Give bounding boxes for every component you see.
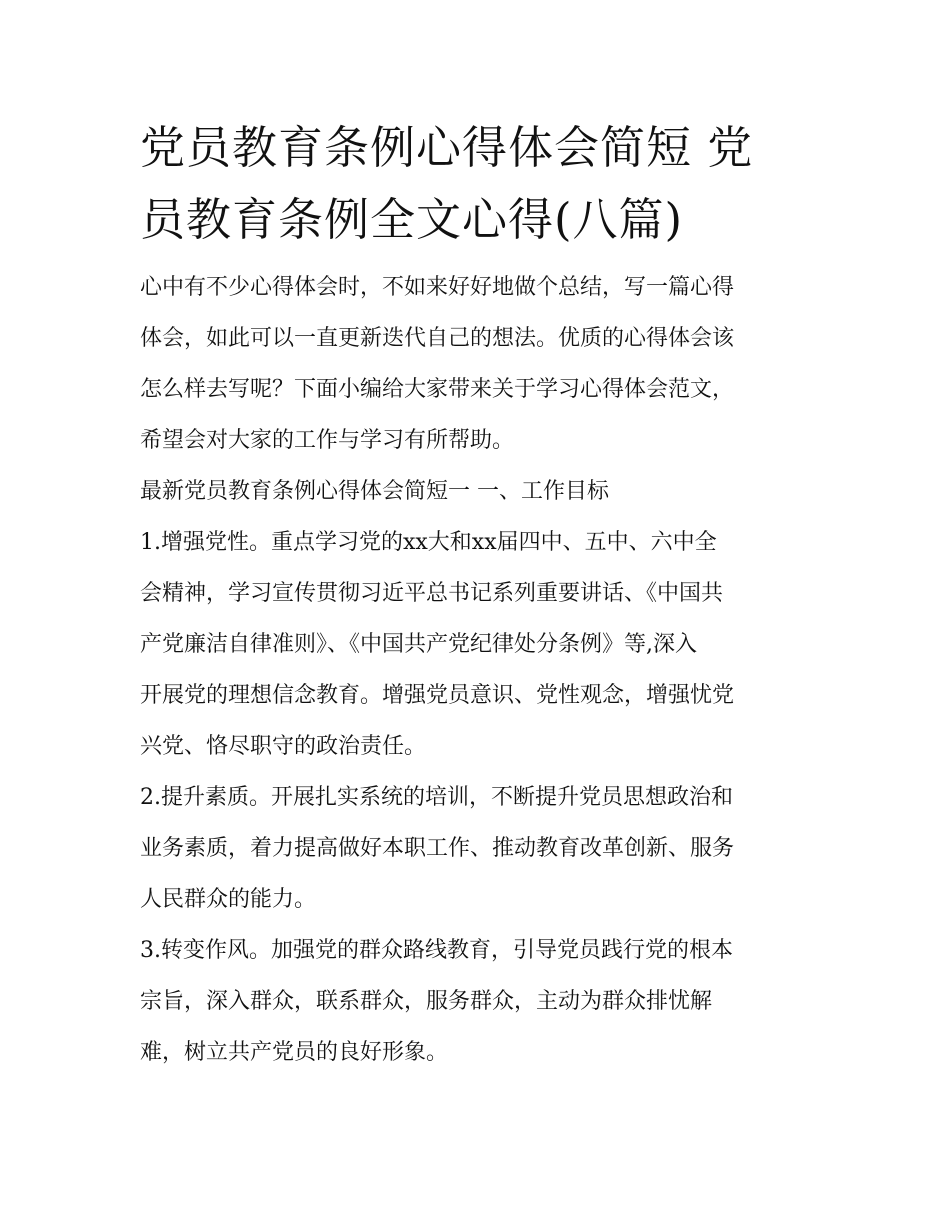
section-heading: 最新党员教育条例心得体会简短一 一、工作目标 [140,479,609,504]
goal-item-2: 2.提升素质。开展扎实系统的培训，不断提升党员思想政治和 业务素质，着力提高做好本职工作、推动教育改革创新、服务 人民群众的能力。 [140,785,735,912]
goal-item-1: 1.增强党性。重点学习党的xx大和xx届四中、五中、六中全 会精神，学习宣传贯彻习近平总书记系列重要讲话、《中国共 产党廉洁自律准则》、《中国共产党纪律处分条例》等,深入 开展党的理想信念教育。增强党员意识、党性观念，增强忧党 兴党、恪尽职守的政治责任。 [140,530,735,759]
intro-paragraph: 心中有不少心得体会时，不如来好好地做个总结，写一篇心得 体会，如此可以一直更新迭代自己的想法。优质的心得体会该 怎么样去写呢？下面小编给大家带来关于学习心得体会范文， 希望会对大家的工作与学习有所帮助。 [140,275,735,453]
document-title: 党员教育条例心得体会简短 党 员教育条例全文心得(八篇) [140,121,754,246]
goal-item-3: 3.转变作风。加强党的群众路线教育，引导党员践行党的根本 宗旨，深入群众，联系群众，服务群众，主动为群众排忧解 难，树立共产党员的良好形象。 [140,938,733,1065]
document-page [140,112,820,1078]
